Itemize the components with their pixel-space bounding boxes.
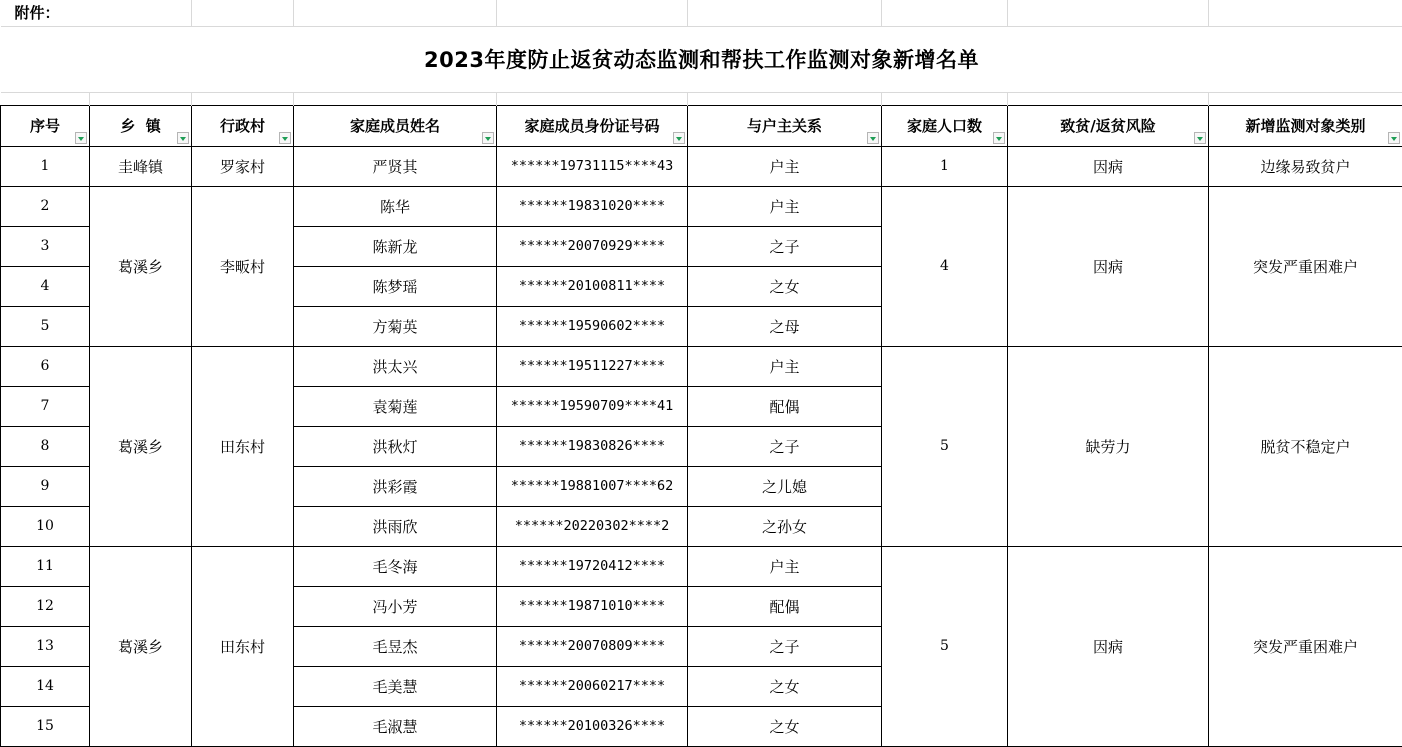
grid-cell[interactable] bbox=[688, 92, 882, 105]
cell-id[interactable]: ******19871010**** bbox=[497, 586, 688, 626]
grid-cell[interactable] bbox=[882, 92, 1008, 105]
cell-relation[interactable]: 配偶 bbox=[688, 386, 882, 426]
grid-cell[interactable] bbox=[90, 0, 192, 26]
header-id[interactable] bbox=[497, 105, 688, 146]
cell-name[interactable]: 陈华 bbox=[294, 186, 497, 226]
attachment-label: 附件： bbox=[1, 0, 90, 26]
cell-no[interactable]: 12 bbox=[1, 586, 90, 626]
cell-relation[interactable]: 配偶 bbox=[688, 586, 882, 626]
cell-no[interactable]: 11 bbox=[1, 546, 90, 586]
cell-relation[interactable]: 户主 bbox=[688, 146, 882, 186]
cell-name[interactable]: 冯小芳 bbox=[294, 586, 497, 626]
grid-cell[interactable] bbox=[1209, 0, 1402, 26]
header-category[interactable] bbox=[1209, 105, 1402, 146]
cell-village[interactable]: 罗家村 bbox=[192, 146, 294, 186]
header-risk[interactable] bbox=[1008, 105, 1209, 146]
cell-name[interactable]: 洪秋灯 bbox=[294, 426, 497, 466]
grid-cell[interactable] bbox=[294, 92, 497, 105]
table-row bbox=[1, 186, 1402, 226]
cell-relation[interactable]: 之母 bbox=[688, 306, 882, 346]
cell-town[interactable]: 葛溪乡 bbox=[90, 186, 192, 346]
cell-id[interactable]: ******20060217**** bbox=[497, 666, 688, 706]
cell-name[interactable]: 毛淑慧 bbox=[294, 706, 497, 746]
header-label: 家庭人口数 bbox=[907, 117, 982, 135]
cell-no[interactable]: 4 bbox=[1, 266, 90, 306]
table-row bbox=[1, 346, 1402, 386]
dropdown-filter-icon[interactable] bbox=[867, 132, 879, 144]
cell-id[interactable]: ******19831020**** bbox=[497, 186, 688, 226]
cell-name[interactable]: 陈梦瑶 bbox=[294, 266, 497, 306]
cell-id[interactable]: ******20070809**** bbox=[497, 626, 688, 666]
header-label: 家庭成员身份证号码 bbox=[524, 117, 659, 135]
cell-no[interactable]: 15 bbox=[1, 706, 90, 746]
cell-id[interactable]: ******20220302****2 bbox=[497, 506, 688, 546]
cell-size[interactable]: 1 bbox=[882, 146, 1008, 186]
dropdown-filter-icon[interactable] bbox=[279, 132, 291, 144]
table-row bbox=[1, 546, 1402, 586]
header-town[interactable] bbox=[90, 105, 192, 146]
cell-name[interactable]: 毛冬海 bbox=[294, 546, 497, 586]
header-label: 致贫/返贫风险 bbox=[1060, 117, 1155, 135]
header-village[interactable] bbox=[192, 105, 294, 146]
page-title: 2023年度防止返贫动态监测和帮扶工作监测对象新增名单 bbox=[1, 26, 1402, 92]
cell-id[interactable]: ******19720412**** bbox=[497, 546, 688, 586]
grid-cell[interactable] bbox=[1008, 0, 1209, 26]
cell-category[interactable]: 脱贫不稳定户 bbox=[1209, 346, 1402, 546]
dropdown-filter-icon[interactable] bbox=[1388, 132, 1400, 144]
cell-size[interactable]: 5 bbox=[882, 546, 1008, 746]
header-name[interactable] bbox=[294, 105, 497, 146]
cell-relation[interactable]: 之子 bbox=[688, 626, 882, 666]
table-row bbox=[1, 146, 1402, 186]
grid-cell[interactable] bbox=[192, 92, 294, 105]
cell-category[interactable]: 突发严重困难户 bbox=[1209, 186, 1402, 346]
cell-town[interactable]: 葛溪乡 bbox=[90, 346, 192, 546]
cell-category[interactable]: 边缘易致贫户 bbox=[1209, 146, 1402, 186]
cell-no[interactable]: 1 bbox=[1, 146, 90, 186]
cell-name[interactable]: 袁菊莲 bbox=[294, 386, 497, 426]
grid-cell[interactable] bbox=[294, 0, 497, 26]
grid-cell[interactable] bbox=[1, 92, 90, 105]
header-relation[interactable] bbox=[688, 105, 882, 146]
cell-village[interactable]: 田东村 bbox=[192, 346, 294, 546]
header-label: 序号 bbox=[30, 117, 60, 135]
grid-cell[interactable] bbox=[497, 0, 688, 26]
cell-id[interactable]: ******20100811**** bbox=[497, 266, 688, 306]
cell-risk[interactable]: 因病 bbox=[1008, 146, 1209, 186]
header-label: 行政村 bbox=[220, 117, 265, 135]
cell-name[interactable]: 洪彩霞 bbox=[294, 466, 497, 506]
cell-name[interactable]: 陈新龙 bbox=[294, 226, 497, 266]
cell-category[interactable]: 突发严重困难户 bbox=[1209, 546, 1402, 746]
cell-size[interactable]: 5 bbox=[882, 346, 1008, 546]
dropdown-filter-icon[interactable] bbox=[75, 132, 87, 144]
dropdown-filter-icon[interactable] bbox=[993, 132, 1005, 144]
cell-town[interactable]: 圭峰镇 bbox=[90, 146, 192, 186]
cell-id[interactable]: ******20100326**** bbox=[497, 706, 688, 746]
header-label: 乡 镇 bbox=[120, 117, 160, 135]
grid-cell[interactable] bbox=[497, 92, 688, 105]
grid-cell[interactable] bbox=[688, 0, 882, 26]
cell-name[interactable]: 毛昱杰 bbox=[294, 626, 497, 666]
cell-no[interactable]: 2 bbox=[1, 186, 90, 226]
cell-risk[interactable]: 因病 bbox=[1008, 546, 1209, 746]
dropdown-filter-icon[interactable] bbox=[482, 132, 494, 144]
grid-cell[interactable] bbox=[1008, 92, 1209, 105]
header-label: 与户主关系 bbox=[747, 117, 822, 135]
cell-no[interactable]: 5 bbox=[1, 306, 90, 346]
cell-relation[interactable]: 之女 bbox=[688, 266, 882, 306]
cell-id[interactable]: ******19731115****43 bbox=[497, 146, 688, 186]
dropdown-filter-icon[interactable] bbox=[177, 132, 189, 144]
grid-cell[interactable] bbox=[882, 0, 1008, 26]
cell-id[interactable]: ******19881007****62 bbox=[497, 466, 688, 506]
cell-id[interactable]: ******20070929**** bbox=[497, 226, 688, 266]
cell-name[interactable]: 毛美慧 bbox=[294, 666, 497, 706]
dropdown-filter-icon[interactable] bbox=[673, 132, 685, 144]
cell-name[interactable]: 严贤其 bbox=[294, 146, 497, 186]
cell-relation[interactable]: 户主 bbox=[688, 346, 882, 386]
cell-relation[interactable]: 之女 bbox=[688, 666, 882, 706]
cell-relation[interactable]: 之女 bbox=[688, 706, 882, 746]
cell-no[interactable]: 6 bbox=[1, 346, 90, 386]
cell-relation[interactable]: 之孙女 bbox=[688, 506, 882, 546]
dropdown-filter-icon[interactable] bbox=[1194, 132, 1206, 144]
cell-no[interactable]: 7 bbox=[1, 386, 90, 426]
header-label: 新增监测对象类别 bbox=[1245, 117, 1365, 135]
cell-village[interactable]: 李畈村 bbox=[192, 186, 294, 346]
cell-town[interactable]: 葛溪乡 bbox=[90, 546, 192, 746]
cell-risk[interactable]: 因病 bbox=[1008, 186, 1209, 346]
header-size[interactable] bbox=[882, 105, 1008, 146]
grid-cell[interactable] bbox=[1209, 92, 1402, 105]
cell-risk[interactable]: 缺劳力 bbox=[1008, 346, 1209, 546]
cell-relation[interactable]: 之子 bbox=[688, 426, 882, 466]
cell-no[interactable]: 3 bbox=[1, 226, 90, 266]
cell-relation[interactable]: 户主 bbox=[688, 546, 882, 586]
cell-no[interactable]: 9 bbox=[1, 466, 90, 506]
cell-no[interactable]: 13 bbox=[1, 626, 90, 666]
cell-no[interactable]: 10 bbox=[1, 506, 90, 546]
cell-name[interactable]: 方菊英 bbox=[294, 306, 497, 346]
cell-size[interactable]: 4 bbox=[882, 186, 1008, 346]
cell-id[interactable]: ******19590602**** bbox=[497, 306, 688, 346]
grid-cell[interactable] bbox=[90, 92, 192, 105]
cell-no[interactable]: 14 bbox=[1, 666, 90, 706]
cell-relation[interactable]: 之子 bbox=[688, 226, 882, 266]
cell-village[interactable]: 田东村 bbox=[192, 546, 294, 746]
cell-relation[interactable]: 之儿媳 bbox=[688, 466, 882, 506]
cell-no[interactable]: 8 bbox=[1, 426, 90, 466]
cell-name[interactable]: 洪雨欣 bbox=[294, 506, 497, 546]
grid-cell[interactable] bbox=[192, 0, 294, 26]
header-label: 家庭成员姓名 bbox=[350, 117, 440, 135]
header-row bbox=[1, 105, 1402, 146]
cell-name[interactable]: 洪太兴 bbox=[294, 346, 497, 386]
cell-relation[interactable]: 户主 bbox=[688, 186, 882, 226]
cell-id[interactable]: ******19830826**** bbox=[497, 426, 688, 466]
cell-id[interactable]: ******19511227**** bbox=[497, 346, 688, 386]
header-no[interactable] bbox=[1, 105, 90, 146]
cell-id[interactable]: ******19590709****41 bbox=[497, 386, 688, 426]
